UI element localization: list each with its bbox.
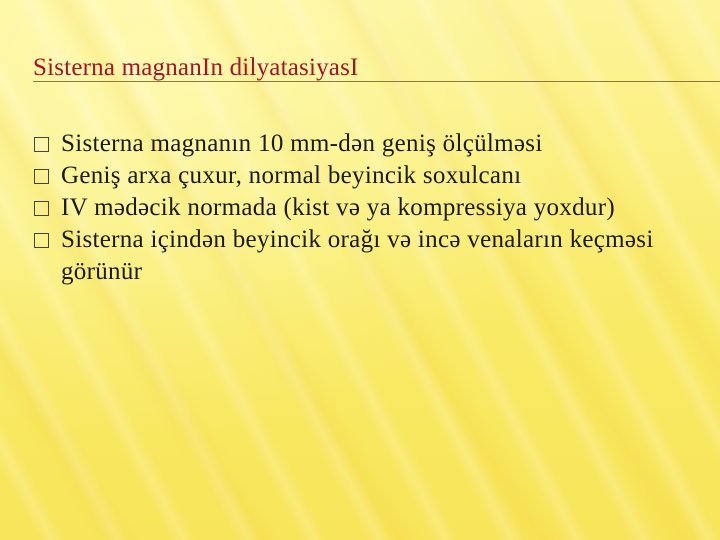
hollow-square-icon bbox=[34, 233, 49, 248]
bullet-text: Geniş arxa çuxur, normal beyincik soxulcanı bbox=[61, 162, 522, 189]
bullet-item bbox=[33, 128, 693, 160]
bullet-item bbox=[33, 160, 693, 192]
slide-title: Sisterna magnanIn dilyatasiyasI bbox=[33, 54, 359, 81]
bullet-item bbox=[33, 224, 693, 288]
bullet-item bbox=[33, 192, 693, 224]
hollow-square-icon bbox=[34, 137, 49, 152]
bullet-text: Sisterna içindən beyincik orağı və incə venaların keçməsi görünür bbox=[61, 226, 654, 285]
bullet-list bbox=[33, 128, 693, 288]
title-divider bbox=[33, 81, 720, 82]
bullet-text: Sisterna magnanın 10 mm-dən geniş ölçülməsi bbox=[61, 130, 543, 157]
bullet-text: IV mədəcik normada (kist və ya kompressiya yoxdur) bbox=[61, 194, 615, 221]
hollow-square-icon bbox=[34, 201, 49, 216]
hollow-square-icon bbox=[34, 169, 49, 184]
